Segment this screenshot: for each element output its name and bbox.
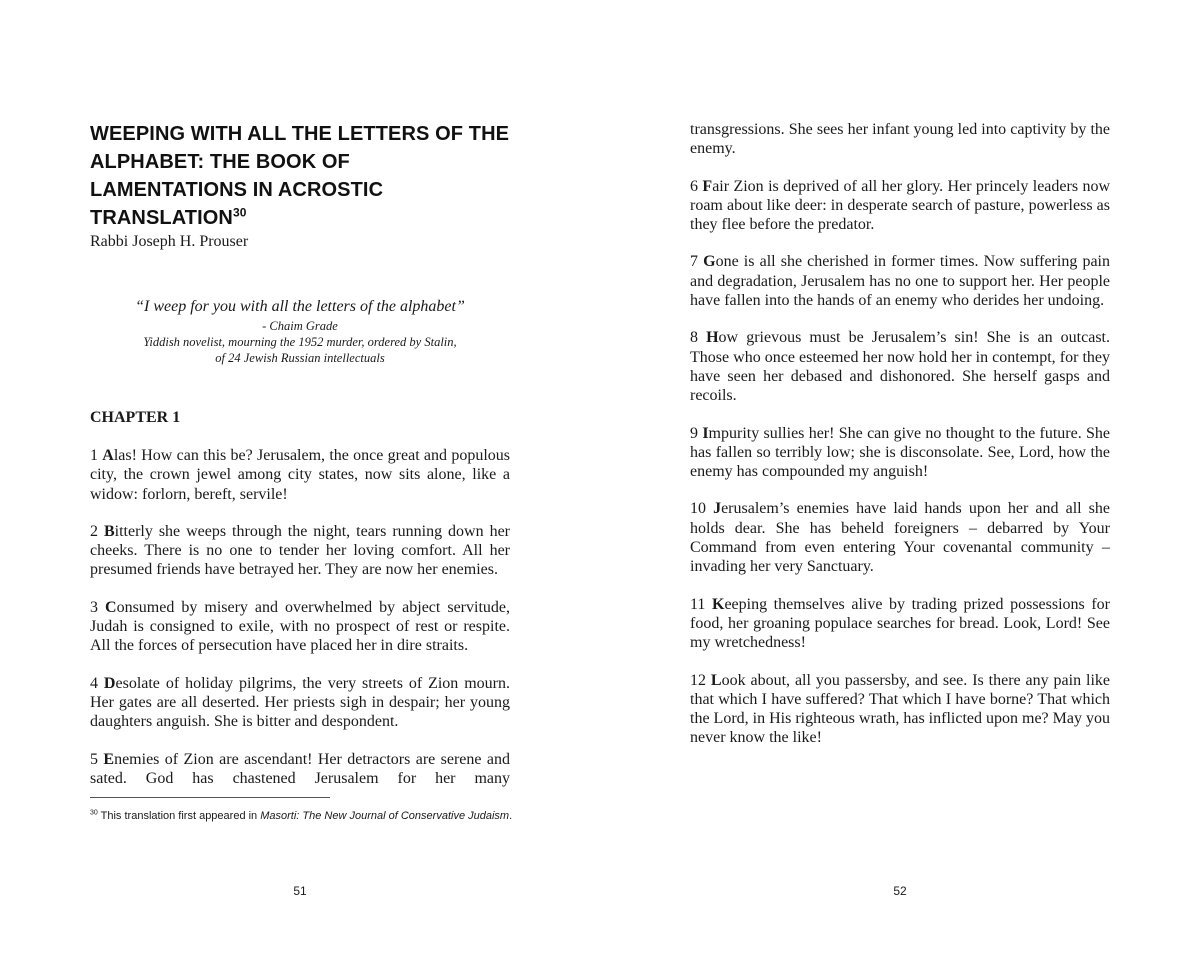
verse-initial: L: [710, 671, 722, 689]
footnote-text-after: .: [509, 810, 513, 822]
verse-text: mpurity sullies her! She can give no thought to the future. She has fallen so terribly low; she is disconsolate. See, Lord, how the enemy has compounded my anguish!: [690, 424, 1111, 481]
right-column: [690, 120, 1110, 748]
author-name: Rabbi Joseph H. Prouser: [90, 233, 249, 250]
verse-11: [690, 595, 1110, 653]
verse-initial: G: [703, 253, 716, 271]
verse-5-continuation: transgressions. She sees her infant young led into captivity by the enemy.: [690, 121, 1110, 158]
verse-initial: F: [702, 177, 713, 195]
verse-text: itterly she weeps through the night, tears running down her cheeks. There is no one to tender her loving comfort. All her presumed friends have betrayed her. They are now her enemies.: [90, 522, 510, 579]
verse-9: [690, 424, 1110, 482]
verse-initial: E: [103, 750, 115, 768]
footnote: [90, 808, 520, 824]
verse-initial: B: [103, 522, 115, 540]
left-column: [90, 120, 510, 788]
verse-text: ook about, all you passersby, and see. Is there any pain like that which I have suffered? That which I have borne? That which the Lord, in His righteous wrath, has inflicted upon me? May you never know the like!: [690, 671, 1111, 747]
verse-initial: I: [702, 424, 709, 442]
verse-initial: H: [706, 329, 719, 347]
verse-8: [690, 328, 1110, 405]
epigraph-quote: “I weep for you with all the letters of the alphabet”: [135, 298, 465, 315]
verse-text: esolate of holiday pilgrims, the very streets of Zion mourn. Her gates are all deserted. Her priests sigh in despair; her young daughters anguish. She is bitter and despondent.: [90, 674, 511, 731]
verse-text: air Zion is deprived of all her glory. Her princely leaders now roam about like deer: in desperate search of pasture, powerless as they flee before the predator.: [690, 177, 1111, 234]
verse-5: [90, 750, 510, 789]
verse-initial: J: [713, 500, 722, 518]
right-page: [600, 0, 1200, 960]
page-number-left: 51: [293, 884, 307, 898]
verse-number: 6: [690, 177, 698, 195]
verse-number: 5: [90, 750, 98, 768]
epigraph-note-line-1: Yiddish novelist, mourning the 1952 murder, ordered by Stalin,: [143, 335, 457, 349]
verse-number: 3: [90, 598, 98, 616]
verse-number: 1: [90, 447, 98, 464]
verse-number: 11: [690, 595, 706, 613]
footnote-number: 30: [90, 809, 98, 817]
verse-text: one is all she cherished in former times. Now suffering pain and degradation, Jerusalem has no one to support her. Her people have fallen into the hands of an enemy who derides her undoing.: [690, 253, 1110, 310]
epigraph: [90, 296, 510, 366]
verse-initial: K: [712, 595, 725, 613]
title-bold-part: WEEPING WITH ALL THE LETTERS OF THE ALPHABET:: [90, 123, 510, 173]
footnote-text-before: This translation first appeared in: [97, 810, 261, 822]
verse-number: 12: [690, 671, 706, 689]
verse-6: [690, 177, 1110, 235]
verse-number: 10: [690, 500, 706, 518]
verse-10: [690, 499, 1110, 576]
article-title: [90, 120, 510, 232]
verse-text: las! How can this be? Jerusalem, the once great and populous city, the crown jewel among city states, now sits alone, like a widow: forlorn, bereft, servile!: [90, 447, 510, 503]
verse-initial: C: [105, 598, 117, 616]
verse-number: 9: [690, 424, 698, 442]
footnote-divider: [90, 797, 330, 798]
verse-text: onsumed by misery and overwhelmed by abject servitude, Judah is consigned to exile, with no prospect of rest or respite. All the forces of persecution have placed her in dire straits.: [90, 598, 511, 655]
title-rest: THE BOOK OF LAMENTATIONS IN ACROSTIC TRANSLATION: [90, 151, 384, 229]
verse-number: 7: [690, 253, 698, 271]
footnote-journal-title: Masorti: The New Journal of Conservative Judaism: [260, 810, 510, 822]
verse-text: ow grievous must be Jerusalem’s sin! She is an outcast. Those who once esteemed her now hold her in contempt, for they have seen her debased and dishonored. She herself gasps and recoils.: [690, 329, 1110, 405]
page-number-right: 52: [893, 884, 907, 898]
verse-2: [90, 522, 510, 580]
epigraph-note-line-2: of 24 Jewish Russian intellectuals: [215, 351, 385, 365]
verse-text: erusalem’s enemies have laid hands upon her and all she holds dear. She has beheld foreigners – debarred by Your Command from even entering Your covenantal community – invading her very Sanctuary.: [690, 500, 1110, 576]
verse-initial: A: [102, 447, 114, 464]
verse-number: 8: [690, 329, 698, 347]
verse-text: eeping themselves alive by trading prized possessions for food, her groaning populace searches for bread. Look, Lord! See my wretchedness!: [690, 595, 1111, 652]
verse-number: 4: [90, 674, 98, 692]
verse-text: nemies of Zion are ascendant! Her detractors are serene and sated. God has chastened Jerusalem for her many: [90, 750, 511, 787]
verse-1: [90, 446, 510, 504]
verse-4: [90, 674, 510, 732]
verse-7: [690, 252, 1110, 310]
verse-12: [690, 671, 1110, 748]
chapter-heading: CHAPTER 1: [90, 409, 181, 426]
epigraph-attribution: - Chaim Grade: [262, 319, 338, 333]
verse-3: [90, 598, 510, 656]
verse-number: 2: [90, 522, 98, 540]
title-footnote-ref[interactable]: 30: [232, 205, 247, 220]
verse-initial: D: [103, 674, 116, 692]
